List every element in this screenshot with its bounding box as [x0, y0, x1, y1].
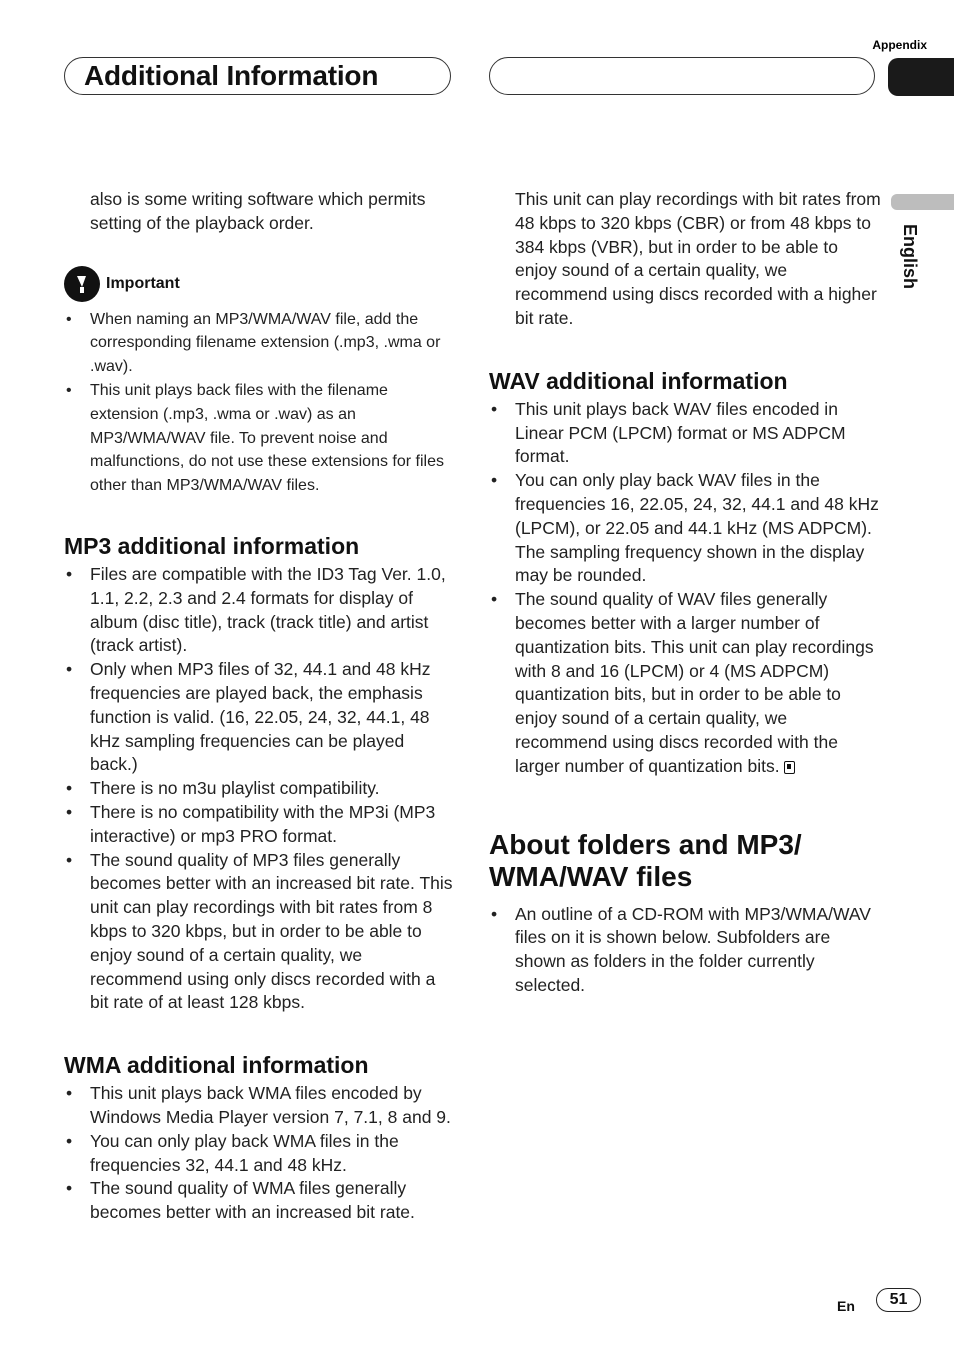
page-number: 51 [876, 1288, 921, 1312]
important-icon [64, 266, 100, 302]
folders-heading: About folders and MP3/ WMA/WAV files [489, 828, 802, 892]
header-blank-frame [489, 57, 875, 95]
wav-list [489, 398, 881, 779]
list-item: • This unit plays back files with the filename extension (.mp3, .wma or .wav) as an MP3/WMA/WAV file. To prevent noise and malfunctions, do not use these extensions for files other than MP3/WMA/WAV files. [66, 381, 444, 495]
language-tab-label: English [900, 224, 920, 290]
page-title: Additional Information [84, 60, 379, 91]
important-callout [64, 266, 454, 302]
section-tab-marker [888, 58, 954, 96]
list-item: • There is no m3u playlist compatibility. [66, 778, 380, 799]
wav-heading: WAV additional information [489, 367, 788, 394]
list-item: • Only when MP3 files of 32, 44.1 and 48 kHz frequencies are played back, the emphasis function is valid. (16, 22.05, 24, 32, 44.1, 48 kHz sampling frequencies can be played back.) [66, 659, 431, 775]
list-item: • This unit plays back WMA files encoded by Windows Media Player version 7, 7.1, 8 and 9. [66, 1083, 451, 1127]
folders-list [489, 903, 881, 998]
right-column [489, 188, 881, 998]
list-item: • You can only play back WAV files in the frequencies 16, 22.05, 24, 32, 44.1 and 48 kHz (LPCM), or 22.05 and 44.1 kHz (MS ADPCM). The sampling frequency shown in the display may be rounded. [491, 470, 879, 586]
language-tab [899, 224, 923, 314]
list-item: • Files are compatible with the ID3 Tag Ver. 1.0, 1.1, 2.2, 2.3 and 2.4 formats for display of album (disc title), track (track title) and artist (track artist). [66, 563, 446, 656]
list-item: • The sound quality of WAV files generally becomes better with a larger number of quantization bits. This unit can play recordings with 8 and 16 (LPCM) or 4 (MS ADPCM) quantization bits, but in order to be able to enjoy sound of a certain quality, we recommend using discs recorded with the larger number of quantization bits. [491, 589, 874, 776]
wma-list [64, 1082, 454, 1225]
list-item: • This unit plays back WAV files encoded in Linear PCM (LPCM) format or MS ADPCM format. [491, 398, 846, 467]
list-item: • The sound quality of MP3 files generally becomes better with an increased bit rate. This unit can play recordings with bit rates from 8 kbps to 320 kbps, but in order to be able to enjoy sound of a certain quality, we recommend using only discs recorded with a bit rate of at least 128 kbps. [66, 849, 453, 1013]
important-label: Important [106, 274, 180, 292]
left-column [64, 188, 454, 1225]
list-item: • There is no compatibility with the MP3i (MP3 interactive) or mp3 PRO format. [66, 801, 436, 846]
list-item: • The sound quality of WMA files generally becomes better with an increased bit rate. [66, 1178, 415, 1223]
list-item: • You can only play back WMA files in the frequencies 32, 44.1 and 48 kHz. [66, 1130, 399, 1175]
wma-heading: WMA additional information [64, 1052, 369, 1079]
mp3-heading: MP3 additional information [64, 532, 360, 559]
important-list [64, 308, 454, 498]
appendix-label: Appendix [872, 38, 927, 52]
mp3-list [64, 563, 454, 1015]
bitrate-paragraph: This unit can play recordings with bit rates from 48 kbps to 320 kbps (CBR) or from 48 kbps to 384 kbps (VBR), but in order to be able to enjoy sound of a certain quality, we recommend using discs recorded with a higher bit rate. [515, 189, 881, 328]
end-of-section-icon [784, 761, 795, 774]
list-item: • When naming an MP3/WMA/WAV file, add the corresponding filename extension (.mp3, .wma or .wav). [66, 310, 441, 376]
list-item: • An outline of a CD-ROM with MP3/WMA/WAV files on it is shown below. Subfolders are shown as folders in the folder currently selected. [491, 903, 871, 995]
pen-icon [71, 273, 93, 295]
footer-language-code: En [837, 1298, 855, 1314]
language-tab-marker [891, 194, 954, 210]
intro-paragraph: also is some writing software which permits setting of the playback order. [90, 189, 426, 233]
